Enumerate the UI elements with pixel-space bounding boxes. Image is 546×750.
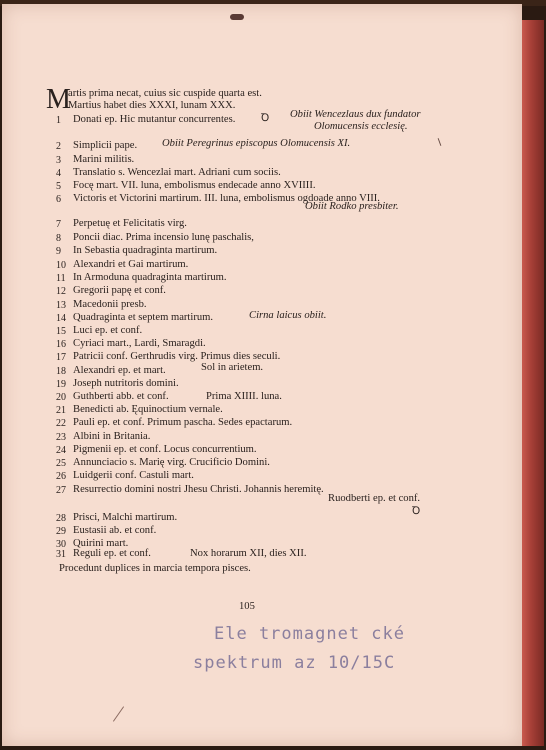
day-entry: Simplicii pape. (73, 140, 138, 151)
day-number: 17 (56, 352, 66, 363)
day-entry: Pauli ep. et conf. Primum pascha. Sedes epactarum. (73, 417, 293, 428)
day-number: 25 (56, 458, 66, 469)
day-number: 5 (56, 181, 61, 192)
day-entry: Poncii diac. Prima incensio lunę paschalis, (73, 232, 254, 243)
note-day-1a: Obiit Wencezlaus dux fundator (290, 109, 421, 120)
day-entry: In Sebastia quadraginta martirum. (73, 245, 218, 256)
day-entry: Guthberti abb. et conf. (73, 391, 169, 402)
day-number: 3 (56, 155, 61, 166)
day-entry: Gregorii papę et conf. (73, 285, 166, 296)
day-number: 18 (56, 366, 66, 377)
day-entry: Macedonii presb. (73, 299, 147, 310)
day-number: 13 (56, 300, 66, 311)
day-number: 20 (56, 392, 66, 403)
day-entry: Focę mart. VII. luna, embolismus endecade anno XVIIII. (73, 180, 316, 191)
intro-line-2: Martius habet dies XXXI, lunam XXX. (68, 100, 236, 111)
intro-line-1: artis prima necat, cuius sic cuspide quarta est. (68, 88, 262, 99)
day-entry: Joseph nutritoris domini. (73, 378, 179, 389)
stamp-line-2: spektrum az 10/15C (193, 653, 396, 673)
day-number: 9 (56, 246, 61, 257)
day-number: 4 (56, 168, 61, 179)
day-entry: Quadraginta et septem martirum. (73, 312, 214, 323)
day-entry: Marini militis. (73, 154, 135, 165)
note-day-18: Sol in arietem. (201, 362, 264, 373)
day-number: 31 (56, 549, 66, 560)
day-entry: Victoris et Victorini martirum. III. luna, embolismus ogdoade anno VIII. (73, 193, 380, 204)
day-entry: Prisci, Malchi martirum. (73, 512, 178, 523)
day-entry: Patricii conf. Gerthrudis virg. Primus dies seculi. (73, 351, 281, 362)
day-entry: Reguli ep. et conf. (73, 548, 151, 559)
day-entry: Perpetuę et Felicitatis virg. (73, 218, 187, 229)
day-number: 22 (56, 418, 66, 429)
day-number: 24 (56, 445, 66, 456)
day-number: 16 (56, 339, 66, 350)
note-day-27: Ruodberti ep. et conf. (328, 493, 421, 504)
mark-day-1: Ꝺ (261, 113, 270, 124)
day-entry: Cyriaci mart., Lardi, Smaragdi. (73, 338, 206, 349)
note-day-6: Obiit Rodko presbiter. (305, 201, 399, 212)
day-entry: Resurrectio domini nostri Jhesu Christi. Johannis heremitę. (73, 484, 324, 495)
day-entry: Pigmenii ep. et conf. Locus concurrentium. (73, 444, 257, 455)
day-number: 23 (56, 432, 66, 443)
day-entry: Annunciacio s. Marię virg. Crucificio Domini. (73, 457, 270, 468)
day-number: 10 (56, 260, 66, 271)
day-entry: Donati ep. Hic mutantur concurrentes. (73, 114, 236, 125)
page-number: 105 (239, 601, 255, 612)
day-number: 30 (56, 539, 66, 550)
mark-day-27: Ꝺ (412, 506, 421, 517)
note-day-20: Prima XIIII. luna. (206, 391, 282, 402)
day-number: 2 (56, 141, 61, 152)
day-number: 7 (56, 219, 61, 230)
day-entry: Luidgerii conf. Castuli mart. (73, 470, 194, 481)
page-blemish (230, 14, 244, 20)
day-entry: Alexandri et Gai martirum. (73, 259, 189, 270)
note-day-14: Cirna laicus obiit. (249, 310, 327, 321)
note-day-1b: Olomucensis ecclesię. (314, 121, 408, 132)
book-edge (522, 20, 544, 746)
day-entry: Quirini mart. (73, 538, 129, 549)
day-entry: Translatio s. Wencezlai mart. Adriani cum sociis. (73, 167, 281, 178)
stamp-line-1: Ele tromagnet cké (214, 624, 405, 644)
day-number: 26 (56, 471, 66, 482)
day-entry: Benedicti ab. Ęquinoctium vernale. (73, 404, 223, 415)
closing-line: Procedunt duplices in marcia tempora pisces. (59, 563, 251, 574)
day-number: 15 (56, 326, 66, 337)
day-number: 1 (56, 115, 61, 126)
day-number: 29 (56, 526, 66, 537)
day-number: 21 (56, 405, 66, 416)
day-number: 11 (56, 273, 66, 284)
day-number: 6 (56, 194, 61, 205)
day-entry: Alexandri ep. et mart. (73, 365, 166, 376)
day-entry: Eustasii ab. et conf. (73, 525, 157, 536)
day-number: 27 (56, 485, 66, 496)
day-entry: In Armoduna quadraginta martirum. (73, 272, 227, 283)
day-number: 12 (56, 286, 66, 297)
note-day-31: Nox horarum XII, dies XII. (190, 548, 307, 559)
day-entry: Luci ep. et conf. (73, 325, 143, 336)
initial-letter: M (46, 84, 71, 115)
day-number: 28 (56, 513, 66, 524)
day-number: 14 (56, 313, 66, 324)
note-day-2: Obiit Peregrinus episcopus Olomucensis XI. (162, 138, 351, 149)
day-number: 19 (56, 379, 66, 390)
day-number: 8 (56, 233, 61, 244)
day-entry: Albini in Britania. (73, 431, 151, 442)
